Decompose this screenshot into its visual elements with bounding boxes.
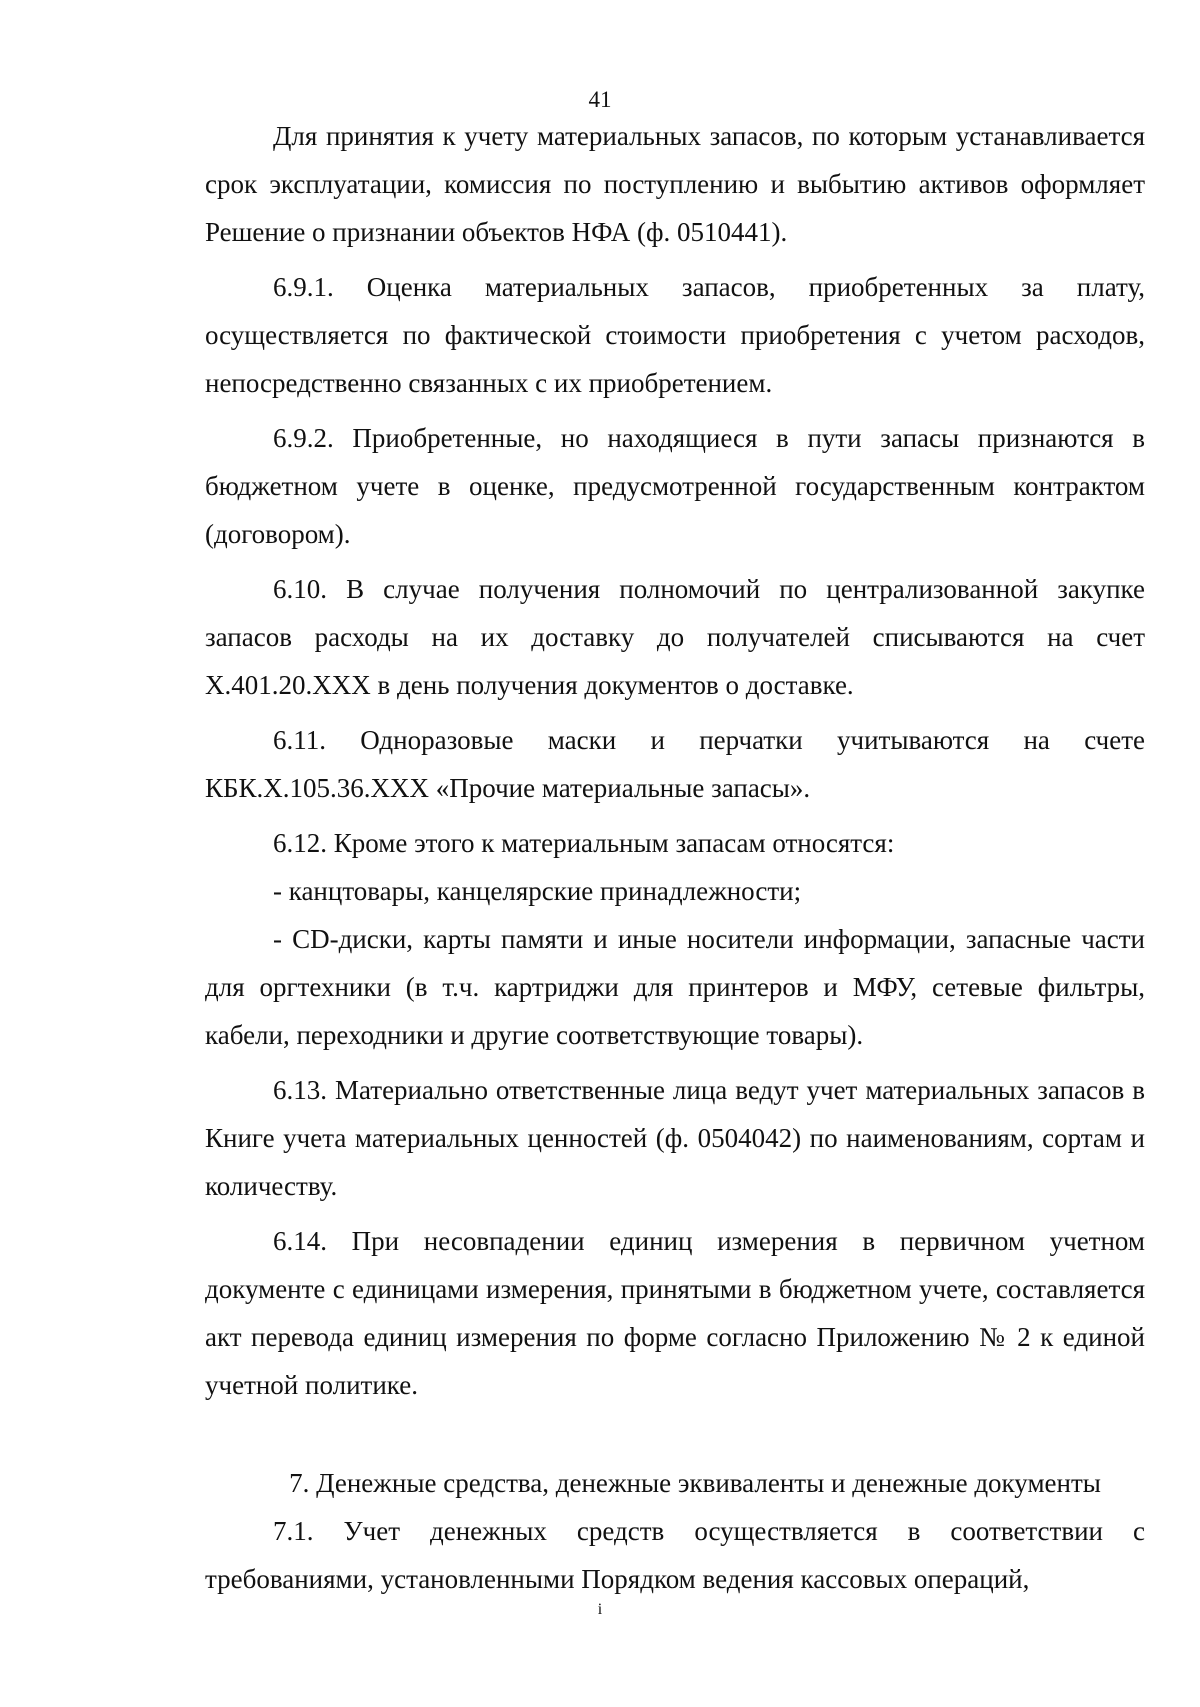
page-number: 41	[588, 87, 612, 112]
list-item-media-and-parts: - CD-диски, карты памяти и иные носители информации, запасные части для оргтехники (в т.ч. картриджи для принтеров и МФУ, сетевые фильтры, кабели, переходники и другие соответствующие товары).	[205, 924, 1145, 1050]
paragraph-6-9-1: 6.9.1. Оценка материальных запасов, приобретенных за плату, осуществляется по фактической стоимости приобретения с учетом расходов, непосредственно связанных с их приобретением.	[205, 272, 1145, 398]
paragraph-6-11: 6.11. Одноразовые маски и перчатки учитываются на счете КБК.Х.105.36.ХХХ «Прочие материальные запасы».	[205, 725, 1145, 803]
paragraph-6-10: 6.10. В случае получения полномочий по централизованной закупке запасов расходы на их доставку до получателей списываются на счет Х.401.20.ХХХ в день получения документов о доставке.	[205, 574, 1145, 700]
footer-mark: i	[597, 1601, 603, 1618]
section-heading-7: 7. Денежные средства, денежные эквиваленты и денежные документы	[289, 1468, 1101, 1498]
paragraph-nfa-recognition: Для принятия к учету материальных запасов, по которым устанавливается срок эксплуатации, комиссия по поступлению и выбытию активов оформляет Решение о признании объектов НФА (ф. 0510441).	[205, 121, 1145, 247]
document-body	[205, 112, 1145, 1603]
paragraph-6-13: 6.13. Материально ответственные лица ведут учет материальных запасов в Книге учета материальных ценностей (ф. 0504042) по наименованиям, сортам и количеству.	[205, 1075, 1145, 1201]
paragraph-6-14: 6.14. При несовпадении единиц измерения в первичном учетном документе с единицами измерения, принятыми в бюджетном учете, составляется акт перевода единиц измерения по форме согласно Приложению № 2 к единой учетной политике.	[205, 1226, 1145, 1400]
paragraph-6-12: 6.12. Кроме этого к материальным запасам относятся:	[273, 828, 895, 858]
list-item-stationery: - канцтовары, канцелярские принадлежности;	[273, 876, 802, 906]
paragraph-7-1: 7.1. Учет денежных средств осуществляется в соответствии с требованиями, установленными Порядком ведения кассовых операций,	[205, 1516, 1145, 1594]
paragraph-6-9-2: 6.9.2. Приобретенные, но находящиеся в пути запасы признаются в бюджетном учете в оценке, предусмотренной государственным контрактом (договором).	[205, 423, 1145, 549]
